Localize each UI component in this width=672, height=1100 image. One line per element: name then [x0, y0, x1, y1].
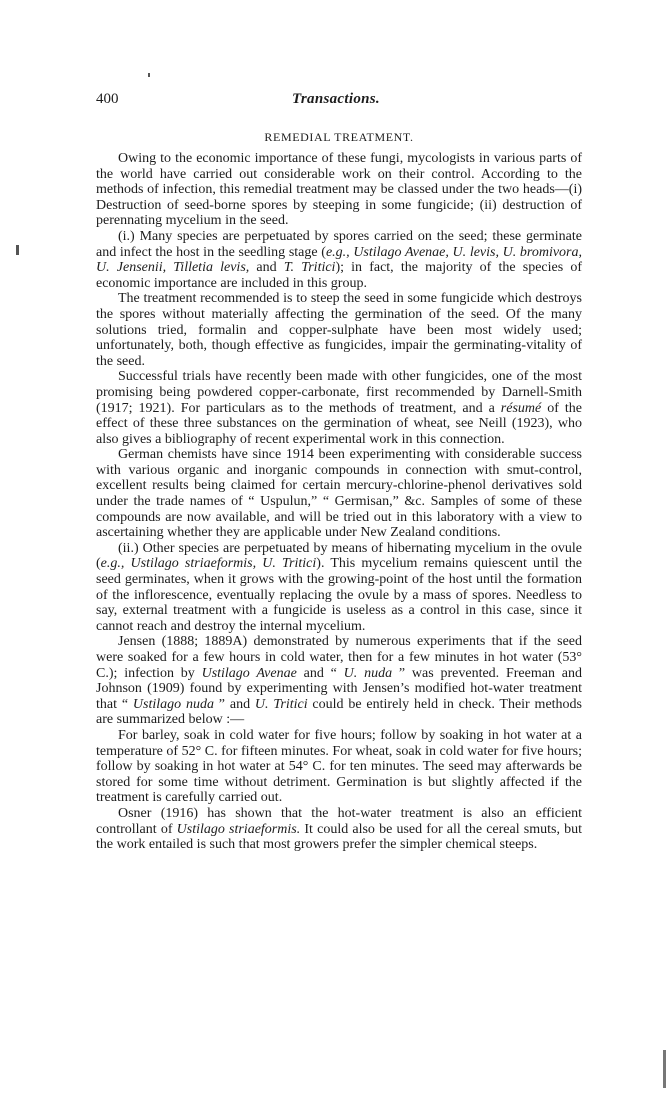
paragraph — [96, 151, 582, 229]
text-run: and “ — [296, 665, 344, 681]
paragraph — [96, 634, 582, 728]
scan-speck — [16, 245, 19, 255]
paragraph — [96, 369, 582, 447]
text-run: and — [249, 260, 284, 276]
paragraph — [96, 229, 582, 291]
text-run: German chemists have since 1914 been experimenting with considerable success with various organic and inorganic compounds in connection with smut-control, excellent results being claimed for certain mercury-chlorine-phenol derivatives sold under the trade names of “ Uspulun,” “ Germisan,” &c. Samples of some of these compounds are now available, and will be tried out in this laboratory with a view to ascertaining whether they are applicable under New Zealand conditions. — [96, 447, 582, 541]
text-run: of the effect of these three substances on the germination of wheat, see Neill (1923), who also gives a bibliography of recent experimental work in this connection. — [96, 400, 582, 447]
page-number: 400 — [96, 91, 119, 107]
text-run: The treatment recommended is to steep the seed in some fungicide which destroys the spores without materially affecting the germination of the seed. Of the many solutions tried, formalin and copper-sulphate have been most widely used; unfortunately, both, though effective as fungicides, impair the germinating-vitality of the seed. — [96, 291, 582, 369]
text-run: For barley, soak in cold water for five hours; follow by soaking in hot water at a temperature of 52° C. for fifteen minutes. For wheat, soak in cold water for five hours; follow by soaking in hot water at 54° C. for ten minutes. The seed may afterwards be stored for some time without detriment. Germination is but slightly affected if the treatment is carefully carried out. — [96, 727, 582, 806]
body-text — [96, 151, 582, 853]
running-head: Transactions. — [292, 91, 380, 107]
italic-text-run: e.g., Ustilago Avenae, U. levis, U. bromivora, U. Jensenii, Tilletia levis, — [96, 244, 583, 276]
text-run: Osner (1916) has shown that the hot-water treatment is also an efficient controllant of — [96, 805, 582, 837]
italic-text-run: Ustilago Avenae — [201, 665, 297, 681]
paragraph — [96, 806, 582, 853]
text-run: ). This mycelium remains quiescent until the seed germinates, when it grows with the growing-point of the host until the formation of the inflorescence, eventually replacing the ovule by a mass of spores. Needless to say, external treatment with a fungicide is useless as a control in this case, since it cannot reach and destroy the internal mycelium. — [96, 556, 582, 634]
paragraph — [96, 728, 582, 806]
section-title: REMEDIAL TREATMENT. — [264, 130, 414, 144]
italic-text-run: Ustilago nuda — [132, 696, 214, 712]
scan-speck — [663, 1050, 666, 1088]
text-run: ” was prevented. Freeman and Johnson (1909) found by experimenting with Jensen’s modified hot-water treatment that “ — [96, 665, 582, 712]
text-run: Successful trials have recently been made with other fungicides, one of the most promising being powdered copper-carbonate, first recommended by Darnell-Smith (1917; 1921). For particulars as to the methods of treatment, and a — [96, 369, 582, 416]
text-run: could be entirely held in check. Their methods are summarized below :— — [96, 696, 582, 728]
scan-speck — [148, 73, 150, 77]
text-run: Owing to the economic importance of these fungi, mycologists in various parts of the world have carried out considerable work on their control. According to the methods of infection, this remedial treatment may be classed under the two heads—(i) Destruction of seed-borne spores by steeping in some fungicide; (ii) destruction of perennating mycelium in the seed. — [96, 151, 582, 229]
italic-text-run: U. nuda — [343, 665, 393, 681]
text-run: ); in fact, the majority of the species of economic importance are included in this group. — [96, 260, 582, 291]
paragraph — [96, 541, 582, 635]
page-header — [96, 91, 580, 111]
italic-text-run: Ustilago striaeformis. — [176, 821, 301, 837]
text-run: It could also be used for all the cereal smuts, but the work entailed is such that most growers prefer the simpler chemical steeps. — [96, 821, 582, 853]
text-run: ” and — [213, 696, 255, 712]
text-run: (ii.) Other species are perpetuated by means of hibernating mycelium in the ovule ( — [96, 540, 582, 572]
italic-text-run: résumé — [500, 400, 542, 416]
paragraph — [96, 447, 582, 541]
text-run: Jensen (1888; 1889A) demonstrated by numerous experiments that if the seed were soaked for a few hours in cold water, then for a few minutes in hot water (53° C.); infection by — [96, 634, 582, 681]
italic-text-run: T. Tritici — [283, 260, 336, 276]
text-run: (i.) Many species are perpetuated by spores carried on the seed; these germinate and infect the host in the seedling stage ( — [96, 228, 582, 260]
italic-text-run: e.g., Ustilago striaeformis, U. Tritici — [100, 556, 317, 572]
italic-text-run: U. Tritici — [254, 696, 308, 712]
paragraph — [96, 291, 582, 369]
